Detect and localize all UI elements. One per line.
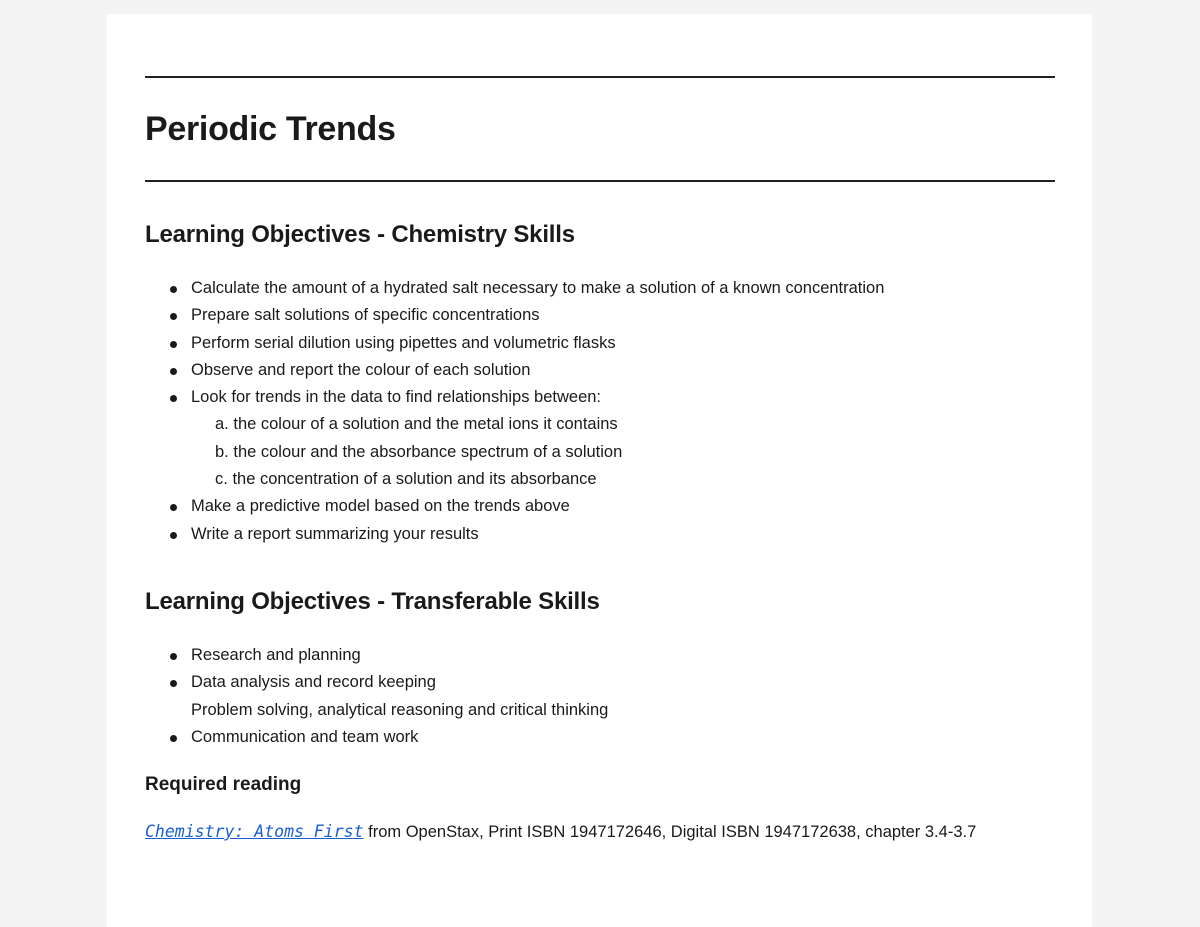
title-top-rule <box>145 76 1055 78</box>
list-item-text: Perform serial dilution using pipettes and volumetric flasks <box>191 333 616 352</box>
list-item-text: Calculate the amount of a hydrated salt necessary to make a solution of a known concentration <box>191 279 885 297</box>
document-page <box>107 14 1092 927</box>
sub-list-text: the colour and the absorbance spectrum of a solution <box>233 442 623 461</box>
sub-list-text: the concentration of a solution and its absorbance <box>232 470 597 489</box>
list-item <box>145 357 884 384</box>
sub-list-item <box>145 466 884 493</box>
list-item-text: Make a predictive model based on the trends above <box>191 497 570 516</box>
title-bottom-rule <box>145 180 1055 182</box>
sub-list-text: the colour of a solution and the metal ions it contains <box>233 415 618 434</box>
transferable-skills-heading: Learning Objectives - Transferable Skills <box>145 588 600 615</box>
sub-list-item <box>145 411 884 438</box>
transferable-skills-list <box>145 642 608 751</box>
list-item <box>145 521 884 548</box>
reading-details: from OpenStax, Print ISBN 1947172646, Digital ISBN 1947172638, chapter 3.4-3.7 <box>363 823 977 841</box>
list-item <box>145 302 884 329</box>
list-item <box>145 642 608 669</box>
list-item <box>145 493 884 520</box>
required-reading-text <box>145 822 976 842</box>
list-item <box>145 275 884 302</box>
page-title: Periodic Trends <box>145 110 396 148</box>
list-item-text: Communication and team work <box>191 727 419 746</box>
chemistry-skills-list <box>145 275 884 548</box>
list-item-text: Data analysis and record keeping <box>191 673 436 692</box>
textbook-link[interactable]: Chemistry: Atoms First <box>145 822 364 841</box>
list-item-text: Look for trends in the data to find relationships between: <box>191 388 602 407</box>
list-item <box>145 330 884 357</box>
sub-list-item <box>145 439 884 466</box>
list-item <box>145 384 884 411</box>
sub-list-marker: c. <box>215 470 228 489</box>
required-reading-heading: Required reading <box>145 774 302 795</box>
list-item-text: Research and planning <box>191 646 361 664</box>
list-item <box>145 724 608 751</box>
list-item-text: Problem solving, analytical reasoning and critical thinking <box>191 700 609 719</box>
list-item-text: Write a report summarizing your results <box>191 524 479 543</box>
chemistry-skills-heading: Learning Objectives - Chemistry Skills <box>145 221 575 248</box>
sub-list-marker: a. <box>215 415 229 434</box>
sub-list-marker: b. <box>215 442 229 461</box>
list-item <box>145 669 608 696</box>
list-item-text: Prepare salt solutions of specific concentrations <box>191 306 540 325</box>
list-item-text: Observe and report the colour of each solution <box>191 360 531 379</box>
list-item <box>145 697 608 724</box>
